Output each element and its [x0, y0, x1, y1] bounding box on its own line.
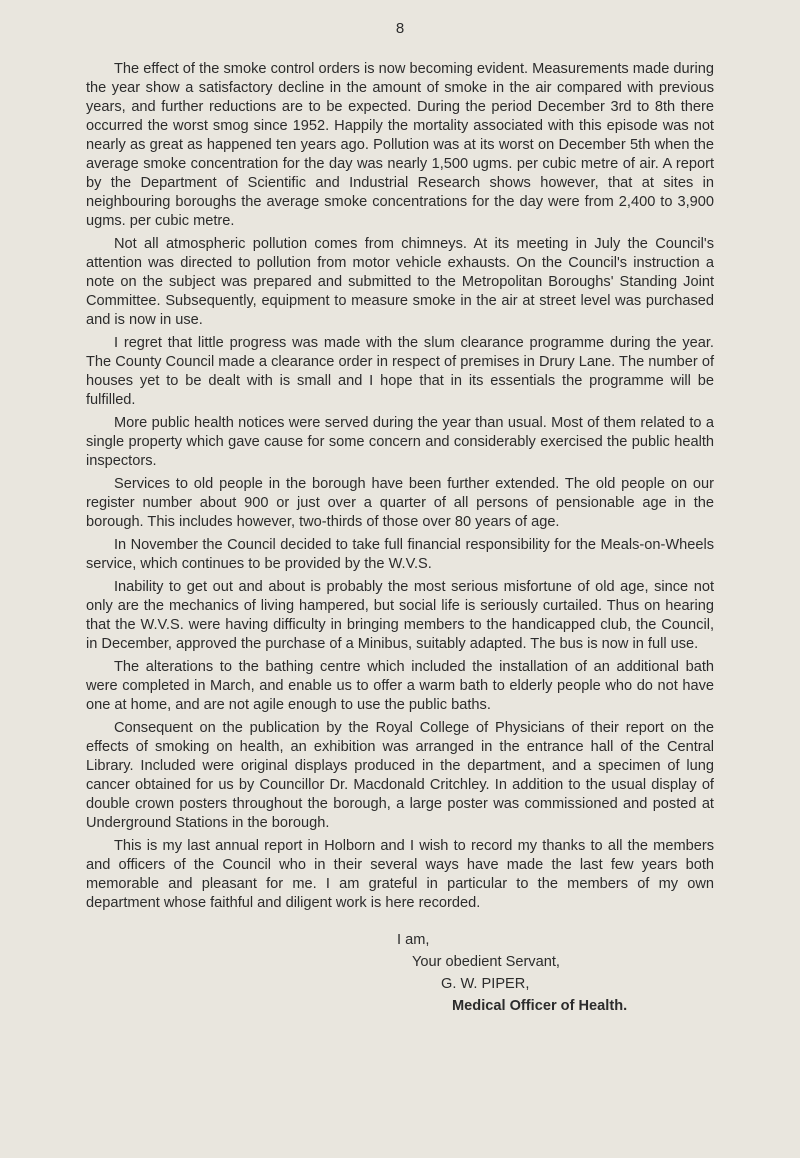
- signoff-servant: Your obedient Servant,: [412, 954, 560, 970]
- paragraph-meals-on-wheels: In November the Council decided to take full financial responsibility for the Meals-on-Wheels service, which continues to be provided by the W.V.S.: [86, 537, 714, 572]
- report-body: [86, 60, 714, 917]
- page-number: 8: [395, 20, 405, 37]
- paragraph-public-health-notices: More public health notices were served during the year than usual. Most of them related to a single property which gave cause for some concern and considerably exercised the public health inspectors.: [86, 415, 714, 469]
- signoff-title: Medical Officer of Health.: [452, 998, 628, 1014]
- signoff-greeting: I am,: [397, 932, 430, 948]
- paragraph-old-people-services: Services to old people in the borough have been further extended. The old people on our register number about 900 or just over a quarter of all persons of pensionable age in the borough. This includes however, two-thirds of those over 80 years of age.: [86, 476, 714, 530]
- paragraph-vehicle-exhausts: Not all atmospheric pollution comes from chimneys. At its meeting in July the Council's attention was directed to pollution from motor vehicle exhausts. On the Council's instruction a note on the subject was prepared and submitted to the Metropolitan Boroughs' Standing Joint Committee. Subsequently, equipment to measure smoke in the air at street level was purchased and is now in use.: [86, 236, 714, 328]
- signoff-name: G. W. PIPER,: [441, 976, 530, 992]
- paragraph-smoking-exhibition: Consequent on the publication by the Royal College of Physicians of their report on the effects of smoking on health, an exhibition was arranged in the entrance hall of the Central Library. Included were original displays produced in the department, and a specimen of lung cancer obtained for us by Councillor Dr. Macdonald Critchley. In addition to the usual display of double crown posters throughout the borough, a large poster was commissioned and posted at Underground Stations in the borough.: [86, 720, 714, 831]
- paragraph-closing-thanks: This is my last annual report in Holborn and I wish to record my thanks to all the members and officers of the Council who in their several ways have made the last few years both memorable and pleasant for me. I am grateful in particular to the members of my own department whose faithful and diligent work is here recorded.: [86, 838, 714, 911]
- paragraph-smoke-control: The effect of the smoke control orders is now becoming evident. Measurements made during the year show a satisfactory decline in the amount of smoke in the air compared with previous years, and further reductions are to be expected. During the period December 3rd to 8th there occurred the worst smog since 1952. Happily the mortality associated with this episode was not nearly as great as happened ten years ago. Pollution was at its worst on December 5th when the average smoke concentration for the day was nearly 1,500 ugms. per cubic metre of air. A report by the Department of Scientific and Industrial Research shows however, that at sites in neighbouring boroughs the average smoke concentrations for the day were from 2,400 to 3,900 ugms. per cubic metre.: [86, 61, 714, 229]
- paragraph-slum-clearance: I regret that little progress was made with the slum clearance programme during the year. The County Council made a clearance order in respect of premises in Drury Lane. The number of houses yet to be dealt with is small and I hope that in its essentials the programme will be fulfilled.: [86, 335, 714, 408]
- paragraph-minibus: Inability to get out and about is probably the most serious misfortune of old age, since not only are the mechanics of living hampered, but social life is seriously curtailed. Thus on hearing that the W.V.S. were having difficulty in bringing members to the handicapped club, the Council, in December, approved the purchase of a Minibus, suitably adapted. The bus is now in full use.: [86, 579, 714, 652]
- paragraph-bathing-centre: The alterations to the bathing centre which included the installation of an additional bath were completed in March, and enable us to offer a warm bath to elderly people who do not have one at home, and are not agile enough to use the public baths.: [86, 659, 714, 713]
